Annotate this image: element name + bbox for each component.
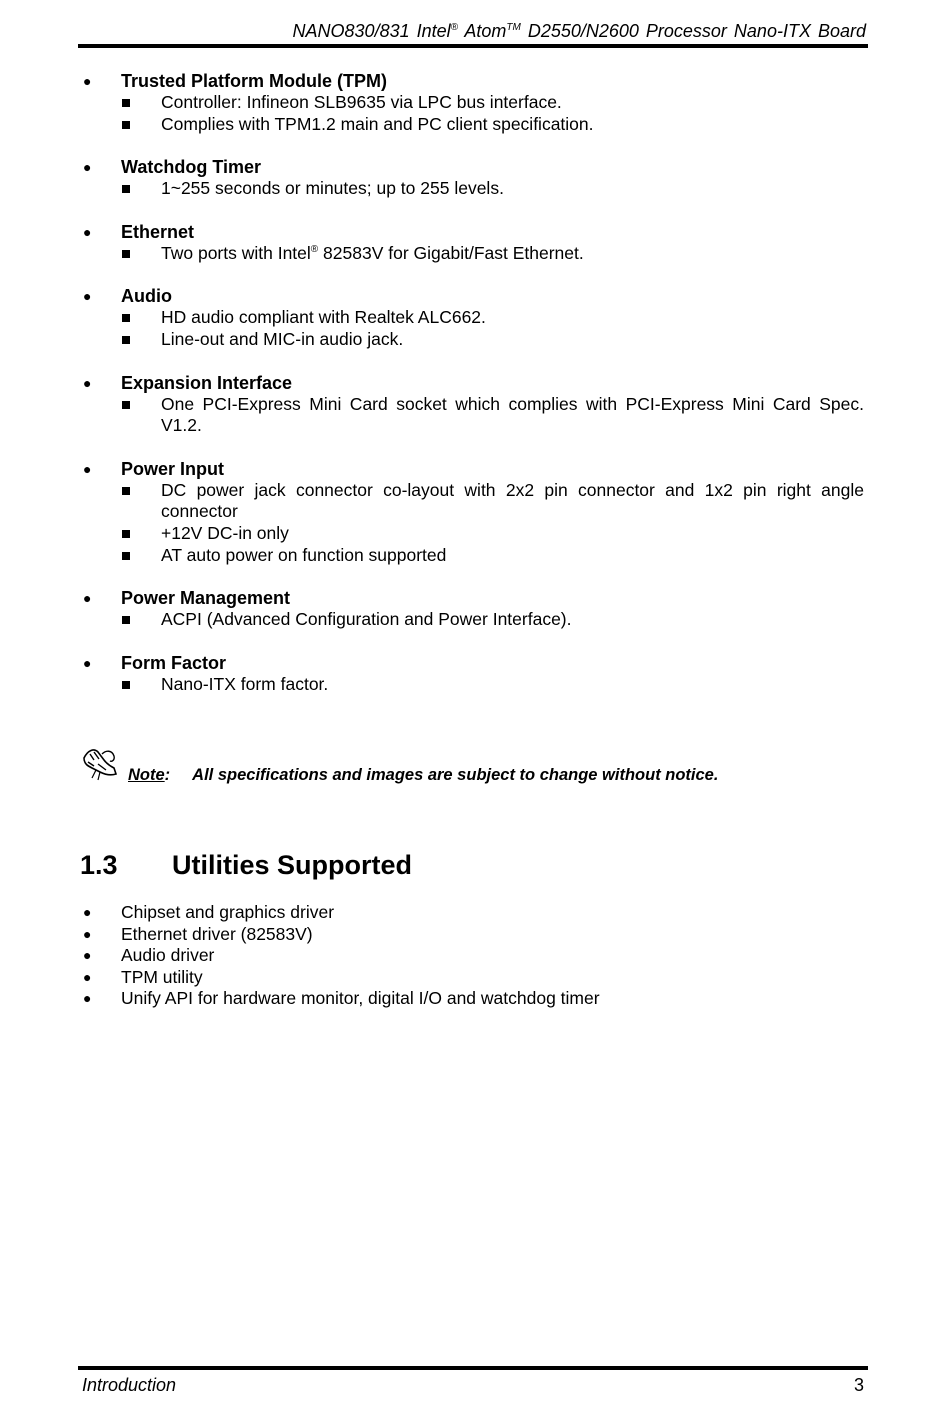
spec-title (80, 285, 864, 307)
note-colon: : (164, 766, 171, 784)
note-block (80, 744, 880, 792)
spec-title (80, 221, 864, 243)
list-item (80, 988, 880, 1010)
spec-item (80, 114, 864, 136)
footer-rule (78, 1366, 868, 1370)
spec-title (80, 458, 864, 480)
spec-title (80, 70, 864, 92)
page-header (80, 20, 866, 42)
header-text: NANO830/831 Intel (292, 21, 451, 41)
spec-item-text: AT auto power on function supported (161, 544, 447, 565)
registered-mark: ® (310, 243, 319, 255)
list-item (80, 945, 880, 967)
bullet-icon: ● (83, 925, 92, 942)
bullet-icon: ● (83, 990, 92, 1007)
list-item-text: TPM utility (121, 966, 203, 987)
list-item-text: Ethernet driver (82583V) (121, 923, 313, 944)
spec-title-text: Form Factor (121, 652, 227, 673)
list-item-text: Unify API for hardware monitor, digital I/O and watchdog timer (121, 988, 600, 1009)
square-bullet-icon (122, 185, 130, 193)
list-item-text: Audio driver (121, 945, 215, 966)
bullet-icon: ● (83, 460, 92, 477)
note-body: All specifications and images are subject to change without notice. (192, 766, 719, 784)
spec-title (80, 156, 864, 178)
spec-form-factor (80, 652, 864, 696)
bullet-icon: ● (83, 947, 92, 964)
page-number: 3 (853, 1375, 864, 1395)
section-number: 1.3 (80, 850, 118, 880)
list-item-text: Chipset and graphics driver (121, 902, 335, 922)
spec-audio (80, 285, 864, 350)
spec-power-input (80, 458, 864, 566)
section-heading (80, 848, 412, 882)
square-bullet-icon (122, 681, 130, 689)
spec-watchdog (80, 156, 864, 200)
bullet-icon: ● (83, 968, 92, 985)
note-hand-icon (80, 744, 120, 784)
square-bullet-icon (122, 401, 130, 409)
spec-title-text: Watchdog Timer (121, 157, 262, 178)
spec-item (80, 674, 864, 696)
bullet-icon: ● (83, 288, 92, 305)
spec-title (80, 587, 864, 609)
bullet-icon: ● (83, 223, 92, 240)
note-label: Note (128, 766, 165, 784)
spec-item (80, 178, 864, 200)
spec-list (80, 70, 864, 716)
spec-title (80, 652, 864, 674)
spec-item (80, 545, 864, 567)
bullet-icon: ● (83, 374, 92, 391)
spec-item-text: HD audio compliant with Realtek ALC662. (161, 307, 486, 328)
spec-title-text: Ethernet (121, 221, 195, 242)
spec-ethernet (80, 221, 864, 265)
square-bullet-icon (122, 487, 130, 495)
spec-item-text: Controller: Infineon SLB9635 via LPC bus interface. (161, 92, 562, 112)
spec-title-text: Expansion Interface (121, 372, 293, 393)
note-text (128, 764, 718, 786)
square-bullet-icon (122, 336, 130, 344)
square-bullet-icon (122, 530, 130, 538)
header-rule (78, 44, 868, 48)
utilities-list (80, 902, 880, 1010)
spec-item-text: Two ports with Intel (161, 242, 311, 263)
spec-item-text: Nano-ITX form factor. (161, 673, 329, 694)
spec-item-text: Complies with TPM1.2 main and PC client specification. (161, 113, 594, 134)
spec-item-text: Line-out and MIC-in audio jack. (161, 328, 404, 349)
header-text: Atom (458, 21, 507, 41)
spec-power-management (80, 587, 864, 631)
spec-title (80, 372, 864, 394)
spec-item (80, 329, 864, 351)
spec-item-text: +12V DC-in only (161, 522, 289, 543)
list-item (80, 967, 880, 989)
spec-item (80, 243, 864, 265)
square-bullet-icon (122, 250, 130, 258)
spec-title-text: Power Management (121, 588, 291, 609)
footer-chapter: Introduction (82, 1375, 177, 1395)
square-bullet-icon (122, 314, 130, 322)
bullet-icon: ● (83, 159, 92, 176)
spec-item-text: One PCI-Express Mini Card socket which complies with PCI-Express Mini Card Spec. V1.2. (161, 393, 864, 436)
spec-item (80, 609, 864, 631)
spec-title-text: Trusted Platform Module (TPM) (121, 71, 388, 91)
square-bullet-icon (122, 552, 130, 560)
trademark-mark: TM (506, 22, 521, 33)
spec-item-text: ACPI (Advanced Configuration and Power Interface). (161, 609, 572, 630)
list-item (80, 924, 880, 946)
square-bullet-icon (122, 99, 130, 107)
spec-title-text: Audio (121, 286, 172, 307)
spec-item (80, 523, 864, 545)
square-bullet-icon (122, 121, 130, 129)
spec-item-text: 82583V for Gigabit/Fast Ethernet. (318, 242, 584, 263)
bullet-icon: ● (83, 73, 92, 89)
spec-item (80, 394, 864, 437)
bullet-icon: ● (83, 654, 92, 671)
list-item (80, 902, 880, 924)
bullet-icon: ● (83, 904, 92, 920)
spec-title-text: Power Input (121, 458, 224, 479)
spec-item-text: 1~255 seconds or minutes; up to 255 levels. (161, 178, 504, 199)
bullet-icon: ● (83, 590, 92, 607)
spec-tpm (80, 70, 864, 135)
spec-item (80, 480, 864, 523)
spec-item (80, 92, 864, 114)
spec-expansion (80, 372, 864, 437)
square-bullet-icon (122, 616, 130, 624)
spec-item-text: DC power jack connector co-layout with 2x2 pin connector and 1x2 pin right angle connector (161, 479, 864, 522)
header-text: D2550/N2600 Processor Nano-ITX Board (520, 21, 866, 41)
spec-item (80, 307, 864, 329)
registered-mark: ® (450, 22, 458, 33)
section-title: Utilities Supported (172, 850, 413, 880)
